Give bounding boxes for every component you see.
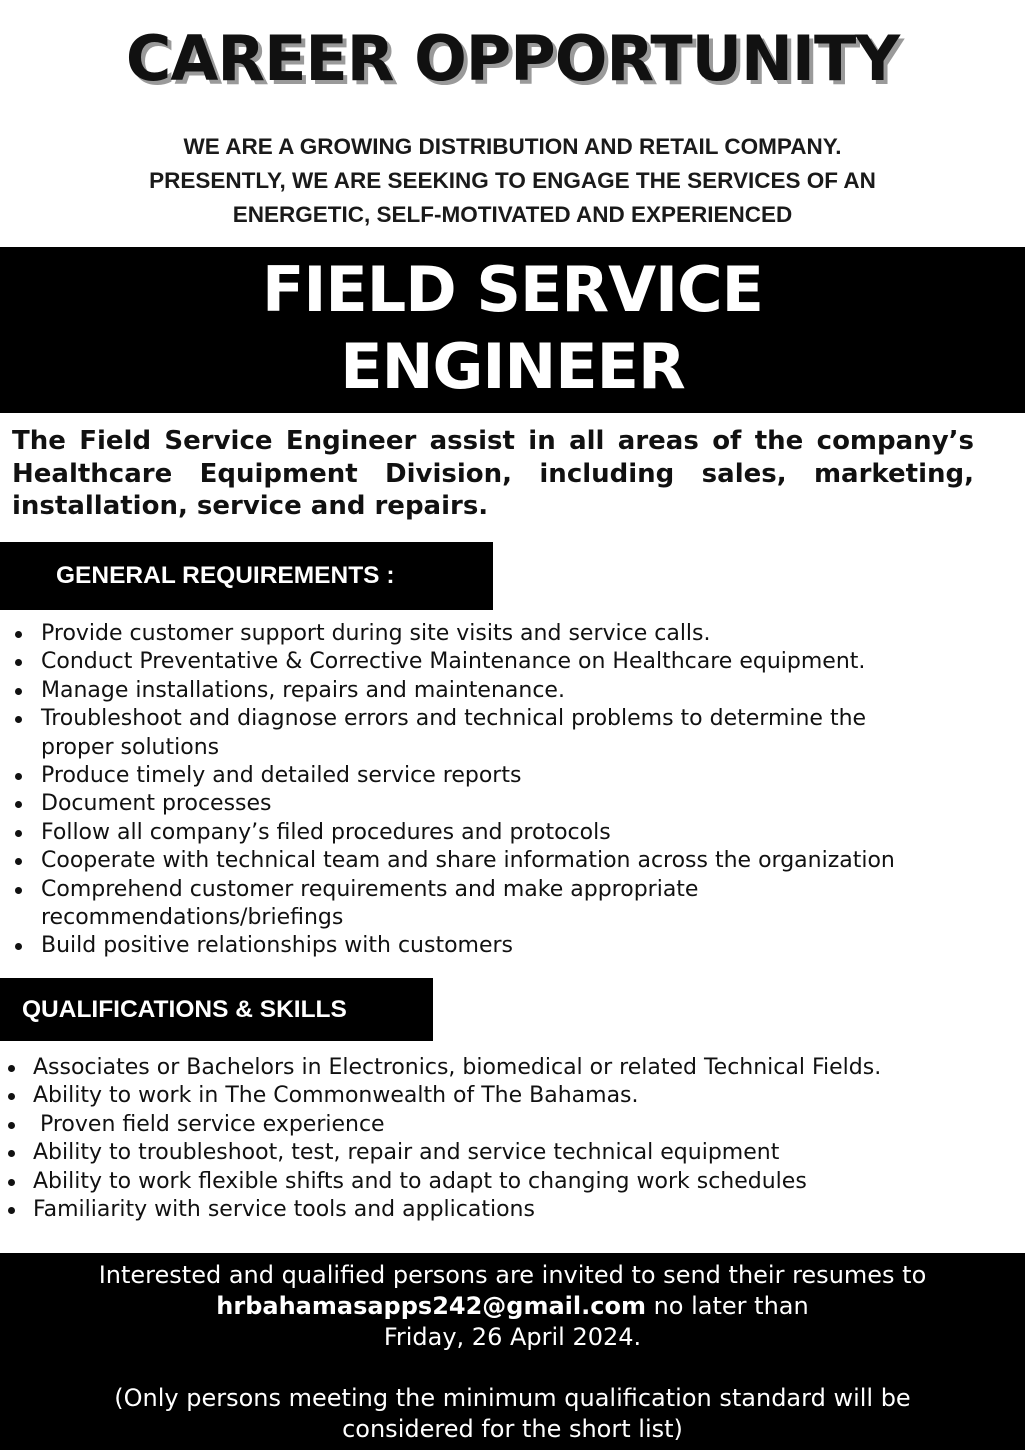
requirement-text: Comprehend customer requirements and make appropriate [41, 876, 699, 902]
bullet-icon [15, 801, 22, 808]
qualification-item [0, 1168, 1010, 1196]
qualifications-heading: QUALIFICATIONS & SKILLS [0, 978, 433, 1041]
requirement-text: recommendations/briefings [41, 905, 344, 931]
bullet-icon [8, 1093, 15, 1100]
qualification-item [0, 1054, 1010, 1082]
bullet-icon [15, 943, 22, 950]
requirement-text: Document processes [41, 791, 272, 817]
intro-line: WE ARE A GROWING DISTRIBUTION AND RETAIL COMPANY. [183, 134, 842, 159]
page-title: CAREER OPPORTUNITY [125, 22, 900, 95]
qualification-text: Associates or Bachelors in Electronics, biomedical or related Technical Fields. [33, 1055, 882, 1080]
requirement-text: Troubleshoot and diagnose errors and technical problems to determine the [41, 706, 867, 732]
bullet-icon [15, 688, 22, 695]
requirement-item [0, 620, 1010, 648]
deadline-date: Friday, 26 April 2024. [383, 1323, 642, 1351]
qualification-item [0, 1196, 1010, 1224]
qualifications-list [0, 1054, 1010, 1224]
qualification-text: Ability to troubleshoot, test, repair and service technical equipment [33, 1140, 780, 1166]
requirement-item [0, 932, 1010, 960]
bullet-icon [15, 659, 22, 666]
footer-invitation-text: Interested and qualified persons are invited to send their resumes to [98, 1261, 927, 1289]
general-requirements-heading: GENERAL REQUIREMENTS : [0, 542, 493, 610]
requirement-text: proper solutions [41, 734, 220, 760]
footer-email-line [0, 1291, 1025, 1322]
bullet-icon [15, 631, 22, 638]
bullet-icon [15, 858, 22, 865]
general-requirements-list [0, 620, 1010, 961]
contact-email[interactable]: hrbahamasapps242@gmail.com [216, 1292, 646, 1320]
qualification-item [0, 1111, 1010, 1139]
intro-text [30, 130, 995, 232]
bullet-icon [8, 1150, 15, 1157]
qualification-item [0, 1139, 1010, 1167]
qualification-text: Ability to work in The Commonwealth of The Bahamas. [33, 1083, 639, 1109]
bullet-icon [8, 1207, 15, 1214]
requirement-text: Produce timely and detailed service reports [41, 763, 522, 789]
requirement-item [0, 847, 1010, 875]
bullet-icon [8, 1179, 15, 1186]
deadline-prefix: no later than [645, 1292, 809, 1320]
job-title-line-2: ENGINEER [340, 330, 685, 403]
qualification-text: Ability to work flexible shifts and to adapt to changing work schedules [33, 1168, 807, 1194]
application-footer [0, 1253, 1025, 1450]
bullet-icon [8, 1122, 15, 1129]
requirement-item [0, 876, 1010, 933]
requirement-item [0, 648, 1010, 676]
requirement-text: Conduct Preventative & Corrective Maintenance on Healthcare equipment. [41, 649, 866, 675]
requirement-text: Build positive relationships with customers [41, 933, 514, 959]
requirement-text: Cooperate with technical team and share information across the organization [41, 848, 895, 874]
job-summary: The Field Service Engineer assist in all areas of the company’s Healthcare Equipment Division, including sales, marketing, installation, service and repairs. [12, 426, 974, 521]
requirement-item [0, 762, 1010, 790]
footer-note-line-1: (Only persons meeting the minimum qualification standard will be [114, 1384, 911, 1412]
qualification-item [0, 1082, 1010, 1110]
requirement-item [0, 819, 1010, 847]
intro-line: ENERGETIC, SELF-MOTIVATED AND EXPERIENCED [232, 202, 793, 227]
requirement-item [0, 705, 1010, 762]
requirement-text: Manage installations, repairs and maintenance. [41, 677, 565, 703]
bullet-icon [15, 773, 22, 780]
qualification-text: Familiarity with service tools and applications [33, 1197, 535, 1223]
job-title-line-1: FIELD SERVICE [262, 253, 763, 326]
intro-line: PRESENTLY, WE ARE SEEKING TO ENGAGE THE SERVICES OF AN [149, 168, 876, 193]
bullet-icon [15, 716, 22, 723]
requirement-item [0, 790, 1010, 818]
bullet-icon [8, 1065, 15, 1072]
footer-note-line-2: considered for the short list) [342, 1415, 683, 1443]
qualification-text: Proven field service experience [33, 1111, 385, 1137]
requirement-text: Follow all company’s filed procedures and protocols [41, 819, 611, 845]
requirement-text: Provide customer support during site visits and service calls. [41, 621, 711, 646]
bullet-icon [15, 887, 22, 894]
requirement-item [0, 677, 1010, 705]
bullet-icon [15, 830, 22, 837]
